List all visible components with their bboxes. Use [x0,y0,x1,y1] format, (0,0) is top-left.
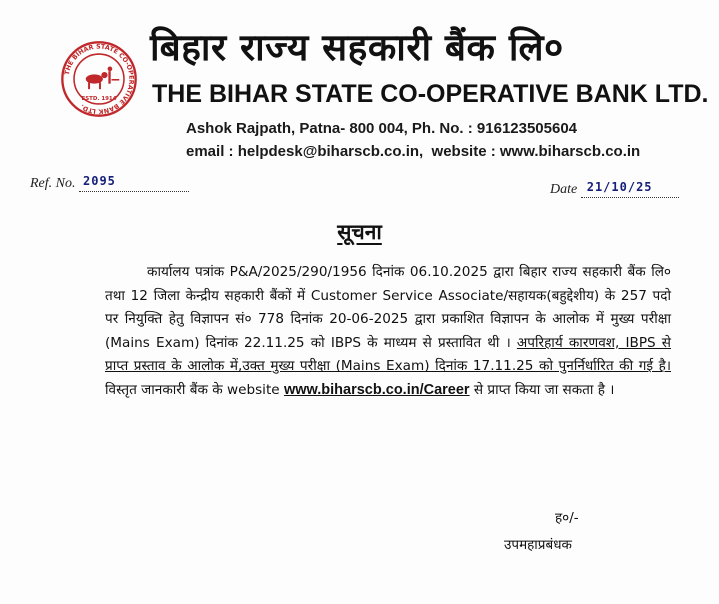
ref-value: 2095 [83,174,116,188]
contact-line [186,143,640,160]
bank-name-hindi: बिहार राज्य सहकारी बैंक लि० [150,26,564,69]
notice-heading-text: सूचना [337,220,382,244]
date-line [581,180,679,198]
date-field [550,182,679,198]
notice-part-1: कार्यालय पत्रांक P&A/2025/290/1956 दिनांक 06.10.2025 द्वारा बिहार राज्य सहकारी बैंक लि० तथा 12 जिला केन्द्रीय सहकारी बैंकों में Customer Service Associate/सहायक(बहुद्देशीय) के 257 पदो पर नियुक्ति हेतु विज्ञापन सं० 778 दिनांक 20-06-2025 द्वारा प्रकाशित विज्ञापन के आलोक में मुख्य परीक्षा (Mains Exam) दिनांक 22.11.25 को IBPS के माध्यम से प्रस्तावित थी । [105,264,671,351]
bank-name-english: THE BIHAR STATE CO-OPERATIVE BANK LTD. [152,80,709,108]
career-link[interactable]: www.biharscb.co.in/Career [283,381,470,398]
svg-text:THE BIHAR STATE CO-OPERATIVE B: THE BIHAR STATE CO-OPERATIVE BANK LTD. [62,42,136,116]
signed-mark: ह०/- [555,510,579,526]
notice-part-3: से प्राप्त किया जा सकता है । [469,381,615,398]
notice-paragraph [105,261,680,403]
website-label: website : [423,143,500,160]
notice-body [105,261,680,403]
email-label: email : [186,143,238,160]
reference-number [30,176,189,192]
date-label: Date [550,182,578,197]
email-address[interactable]: helpdesk@biharscb.co.in, [237,143,424,160]
signatory-designation: उपमहाप्रबंधक [504,537,572,553]
ref-label: Ref. No. [30,176,76,191]
svg-text:ESTD. 1914: ESTD. 1914 [81,96,117,103]
ref-line [79,174,189,192]
notice-underlined-text: अपरिहार्य कारणवश, IBPS से प्राप्त प्रस्ताव के आलोक में,उक्त मुख्य परीक्षा (Mains Exam) दिनांक 17.11.25 को पुनर्निर्धारित की गई है। [105,334,671,375]
notice-part-2: विस्तृत जानकारी बैंक के website [105,358,680,398]
bank-seal-logo [60,40,138,118]
date-value: 21/10/25 [586,180,653,194]
website-address[interactable]: www.biharscb.co.in [499,143,641,160]
notice-heading [0,218,719,246]
bank-address: Ashok Rajpath, Patna- 800 004, Ph. No. : 916123505604 [186,120,578,137]
